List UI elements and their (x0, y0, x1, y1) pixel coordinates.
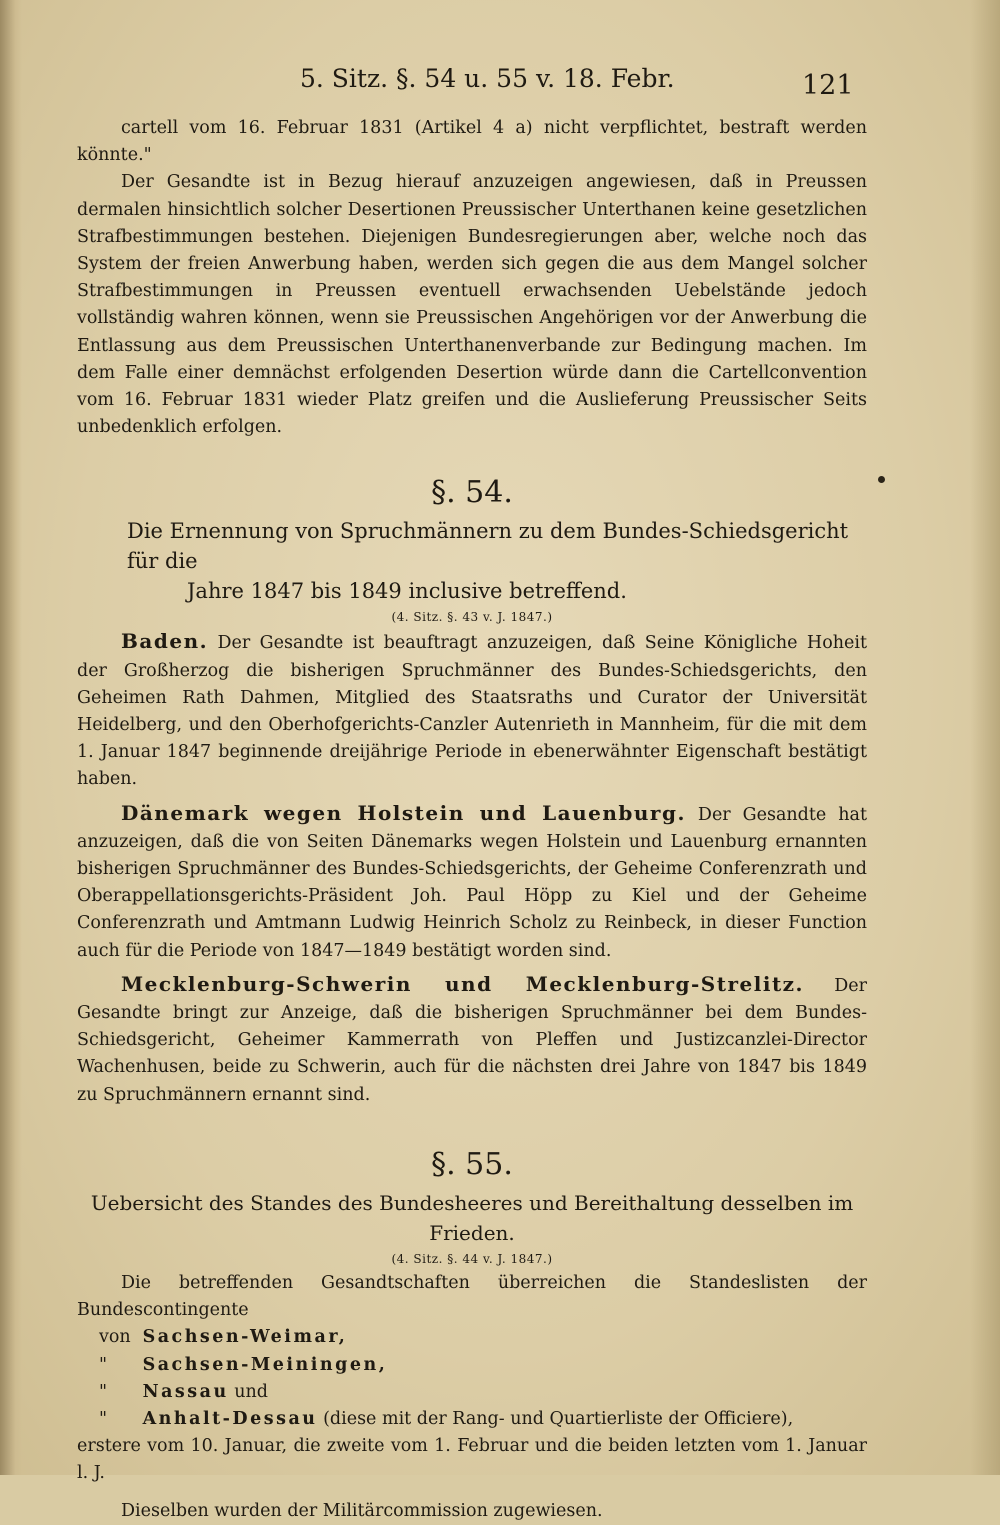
section-54-heading-line1: Die Ernennung von Spruchmännern zu dem Bundes-Schiedsgericht für die (127, 519, 849, 574)
ink-dot (878, 476, 885, 483)
section-55-heading: Uebersicht des Standes des Bundesheeres und Bereithaltung desselben im Frieden. (90, 1190, 854, 1245)
denmark-text: Der Gesandte hat anzuzeigen, daß die von Seiten Dänemarks wegen Holstein und Lauenburg ernannten bisherigen Spruchmänner des Bundes-Schiedsgerichts, der Geheime Conferenzrath und Oberappellationsgerichts-Präsident Joh. Paul Höpp zu Kiel und der Geheime Conferenzrath und Amtmann Ludwig Heinrich Scholz zu Reinbeck, in dieser Function auch für die Periode von 1847—1849 bestätigt worden sind. (77, 804, 867, 961)
running-header (0, 64, 1000, 104)
denmark-paragraph (77, 800, 867, 965)
page-body (77, 115, 867, 1525)
list-extra: (diese mit der Rang- und Quartierliste der Officiere), (323, 1408, 794, 1429)
mecklenburg-paragraph (77, 971, 867, 1109)
list-item (99, 1352, 867, 1379)
intro-continuation: cartell vom 16. Februar 1831 (Artikel 4 a) nicht verpflichtet, bestraft werden könnte." (77, 118, 867, 166)
baden-paragraph (77, 628, 867, 793)
section-55-dates: erstere vom 10. Januar, die zweite vom 1. Februar und die beiden letzten vom 1. Januar l. J. (77, 1436, 867, 1484)
baden-text: Der Gesandte ist beauftragt anzuzeigen, daß Seine Königliche Hoheit der Großherzog die bisherigen Spruchmänner des Bundes-Schiedsgerichts, den Geheimen Rath Dahmen, Mitglied des Staatsraths und Curator der Universität Heidelberg, und den Oberhofgerichts-Canzler Autenrieth in Mannheim, für die mit dem 1. Januar 1847 beginnende dreijährige Periode in ebenerwähnter Eigenschaft bestätigt haben. (77, 633, 867, 790)
list-item (99, 1324, 867, 1351)
section-54-heading-line2: Jahre 1847 bis 1849 inclusive betreffend. (187, 579, 627, 604)
list-mark: " (99, 1381, 108, 1402)
section-54-heading (77, 516, 867, 606)
state-baden: Baden. (121, 629, 209, 654)
list-item (99, 1406, 867, 1433)
contingent-list (77, 1324, 867, 1433)
state-denmark: Dänemark wegen Holstein und Lauenburg. (121, 800, 686, 825)
list-extra: und (234, 1381, 269, 1402)
list-mark: " (99, 1354, 108, 1375)
state-mecklenburg: Mecklenburg-Schwerin und Mecklenburg-Strelitz. (121, 971, 804, 996)
mecklenburg-text: Der Gesandte bringt zur Anzeige, daß die bisherigen Spruchmänner bei dem Bundes-Schiedsgericht, Geheimer Kammerrath von Pleffen und Justizcanzlei-Director Wachenhusen, beide zu Schwerin, auch für die nächsten drei Jahre von 1847 bis 1849 zu Spruchmännern ernannt sind. (77, 975, 867, 1105)
list-name: Nassau (142, 1381, 229, 1402)
list-item (99, 1379, 867, 1406)
section-54-number: §. 54. (431, 475, 513, 511)
running-title: 5. Sitz. §. 54 u. 55 v. 18. Febr. (300, 64, 675, 93)
section-55-closing: Dieselben wurden der Militärcommission zugewiesen. (121, 1500, 603, 1521)
section-55-reference: (4. Sitz. §. 44 v. J. 1847.) (391, 1251, 553, 1266)
page-edge-shadow (970, 0, 1000, 1475)
intro-paragraph: Der Gesandte ist in Bezug hierauf anzuzeigen angewiesen, daß in Preussen dermalen hinsichtlich solcher Desertionen Preussischer Unterthanen keine gesetzlichen Strafbestimmungen bestehen. Diejenigen Bundesregierungen aber, welche noch das System der freien Anwerbung haben, werden sich gegen die aus dem Mangel solcher Strafbestimmungen in Preussen eventuell erwachsenden Uebelstände jedoch vollständig wahren können, wenn sie Preussischen Angehörigen vor der Anwerbung die Entlassung aus dem Preussischen Unterthanenverbande zur Bedingung machen. Im dem Falle einer demnächst erfolgenden Desertion würde dann die Cartellconvention vom 16. Februar 1831 wieder Platz greifen und die Auslieferung Preussischer Seits unbedenklich erfolgen. (77, 172, 867, 438)
section-55-intro: Die betreffenden Gesandtschaften überreichen die Standeslisten der Bundescontingente (77, 1272, 867, 1321)
page-number: 121 (802, 70, 854, 101)
list-mark: " (99, 1408, 108, 1429)
list-name: Anhalt-Dessau (142, 1408, 318, 1429)
list-name: Sachsen-Weimar, (142, 1327, 348, 1348)
list-name: Sachsen-Meiningen, (142, 1354, 388, 1375)
section-54-reference: (4. Sitz. §. 43 v. J. 1847.) (391, 610, 553, 625)
book-spine-shadow (0, 0, 22, 1475)
section-55-number: §. 55. (431, 1146, 513, 1182)
list-mark: von (99, 1327, 131, 1348)
